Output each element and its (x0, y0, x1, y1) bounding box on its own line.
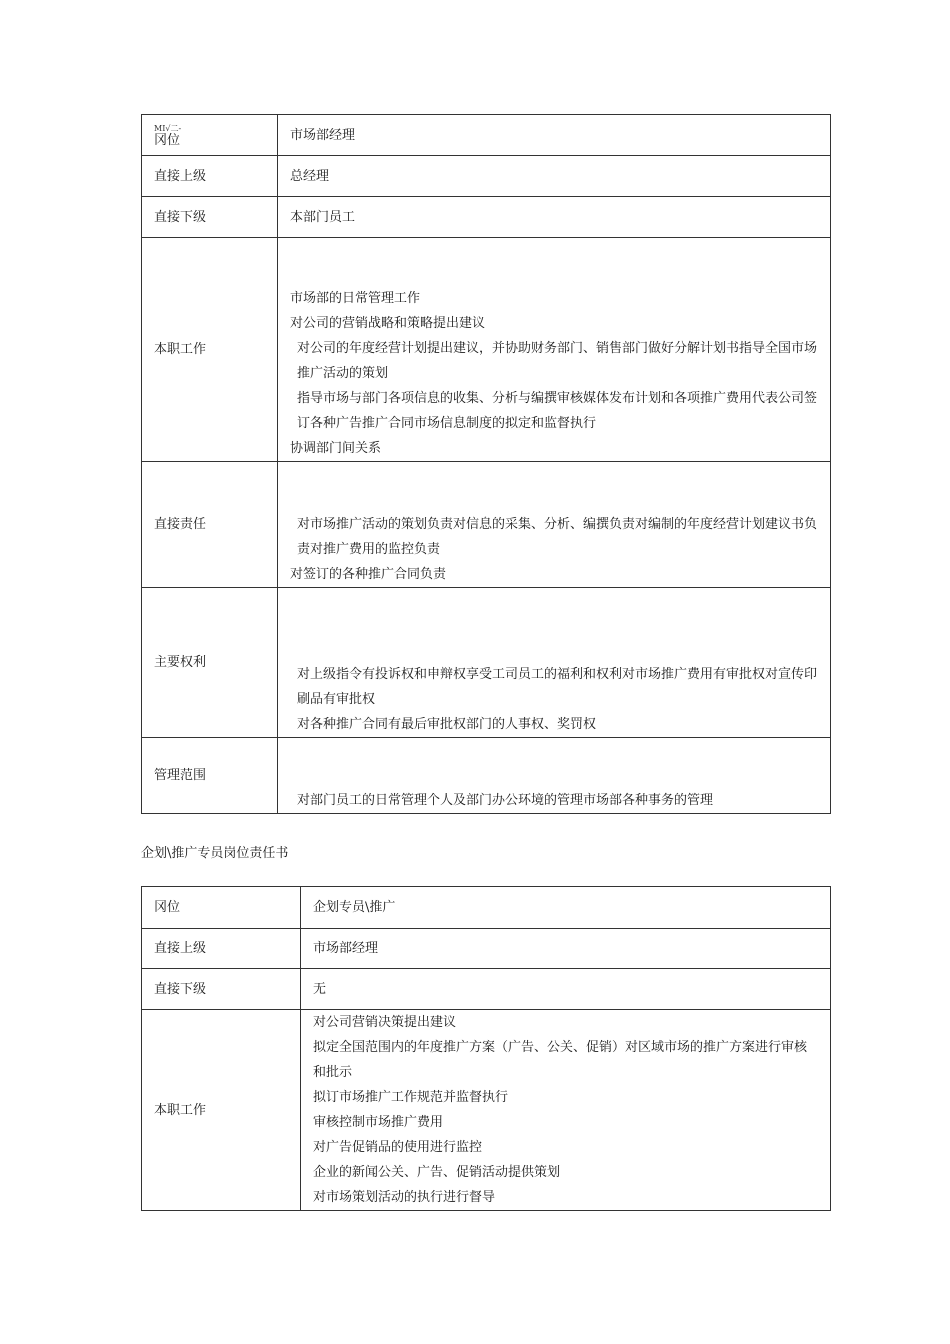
duties-content (301, 1010, 831, 1211)
table-row-responsibility (142, 462, 831, 588)
table-row-superior (142, 929, 831, 969)
duty-item: 企业的新闻公关、广告、促销活动提供策划 (313, 1165, 561, 1180)
rights-content (278, 588, 831, 738)
table-row-position (142, 115, 831, 156)
position-value: 企划专员\推广 (301, 887, 831, 929)
table-row-superior (142, 156, 831, 197)
table-row-scope (142, 738, 831, 814)
subordinate-value: 无 (301, 969, 831, 1010)
duty-item: 对公司的营销战略和策略提出建议 (290, 316, 486, 331)
duties-label: 本职工作 (142, 1010, 301, 1211)
rights-item: 对上级指令有投诉权和申辩权享受工司员工的福利和权利对市场推广费用有审批权对宣传印刷品有审批权 (297, 667, 818, 707)
duty-item: 对市场策划活动的执行进行督导 (313, 1190, 496, 1205)
table-row-duties (142, 1010, 831, 1211)
duties-label: 本职工作 (142, 238, 278, 462)
rights-label: 主要权利 (142, 588, 278, 738)
duties-content (278, 238, 831, 462)
rights-item: 对各种推广合同有最后审批权部门的人事权、奖罚权 (297, 717, 597, 732)
duty-item: 拟订市场推广工作规范并监督执行 (313, 1090, 509, 1105)
subordinate-label: 直接下级 (142, 969, 301, 1010)
duty-item: 对公司的年度经营计划提出建议，并协助财务部门、销售部门做好分解计划书指导全国市场推广活动的策划 (297, 341, 818, 381)
duty-item: 市场部的日常管理工作 (290, 291, 421, 306)
table-row-duties (142, 238, 831, 462)
position-label: 冈位 (154, 132, 181, 148)
position-value: 市场部经理 (278, 115, 831, 156)
superior-value: 市场部经理 (301, 929, 831, 969)
superior-value: 总经理 (278, 156, 831, 197)
table-row-rights (142, 588, 831, 738)
table-row-subordinate (142, 197, 831, 238)
table-row-position (142, 887, 831, 929)
scope-content (278, 738, 831, 814)
subordinate-label: 直接下级 (142, 197, 278, 238)
duty-item: 协调部门间关系 (290, 441, 382, 456)
duty-item: 审核控制市场推广费用 (313, 1115, 444, 1130)
subordinate-value: 本部门员工 (278, 197, 831, 238)
duty-item: 拟定全国范围内的年度推广方案（广告、公关、促销）对区域市场的推广方案进行审核和批示 (313, 1040, 808, 1080)
duty-item: 对公司营销决策提出建议 (313, 1015, 457, 1030)
section-title: 企划\推广专员岗位责任书 (141, 846, 289, 861)
job-description-table-planner (141, 886, 831, 1211)
responsibility-item: 对市场推广活动的策划负责对信息的采集、分析、编撰负责对编制的年度经营计划建议书负责对推广费用的监控负责 (297, 517, 818, 557)
superior-label: 直接上级 (142, 929, 301, 969)
scope-label: 管理范围 (142, 738, 278, 814)
duty-item: 指导市场与部门各项信息的收集、分析与编撰审核媒体发布计划和各项推广费用代表公司签订各种广告推广合同市场信息制度的拟定和监督执行 (297, 391, 818, 431)
position-mark: MI√二- (154, 123, 182, 133)
position-label: 冈位 (142, 887, 301, 929)
job-description-table-manager (141, 114, 831, 814)
superior-label: 直接上级 (142, 156, 278, 197)
duty-item: 对广告促销品的使用进行监控 (313, 1140, 483, 1155)
responsibility-label: 直接责任 (142, 462, 278, 588)
table-row-subordinate (142, 969, 831, 1010)
position-label-cell (142, 115, 278, 156)
responsibility-content (278, 462, 831, 588)
responsibility-item: 对签订的各种推广合同负责 (290, 567, 447, 582)
scope-item: 对部门员工的日常管理个人及部门办公环境的管理市场部各种事务的管理 (297, 793, 714, 808)
